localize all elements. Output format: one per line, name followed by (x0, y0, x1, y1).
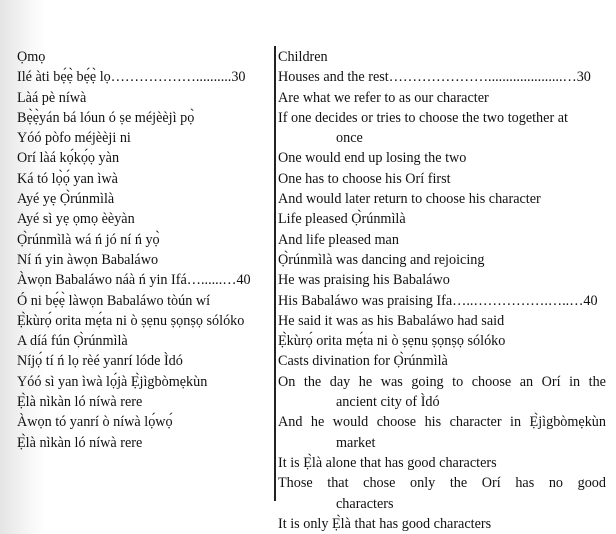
verse-line: Ilé àti bẹ́ẹ̀ bẹ́ẹ̀ lọ………………..........30 (17, 69, 246, 86)
translation-line: And would later return to choose his character (278, 191, 541, 208)
verse-line: Ní ń yin àwọn Babaláwo (17, 251, 159, 268)
translation-line: Casts divination for Ọ̀rúnmìlà (278, 353, 448, 370)
translation-line-continuation: characters (336, 495, 394, 512)
verse-line: Ẹ̀là nìkàn ló níwà rere (17, 394, 143, 411)
verse-line: Àwọn tó yanrí ò níwà lọ́wọ́ (17, 414, 173, 431)
translation-line: He was praising his Babaláwo (278, 272, 450, 289)
verse-line: Ọ̀rúnmìlà wá ń jó ní ń yọ̀ (17, 231, 160, 248)
english-translation-column (278, 47, 606, 534)
translation-line: On the day he was going to choose an Orí in the (278, 373, 606, 390)
translation-line: It is only Ẹ̀là that has good characters (278, 515, 492, 532)
verse-line: Làá pè níwà (17, 89, 87, 106)
translation-line: Are what we refer to as our character (278, 89, 489, 106)
verse-line: Ẹ̀là nìkàn ló níwà rere (17, 434, 143, 451)
translation-line: Ẹ̀kùrọ́ orita mẹ́ta ni ò ṣẹnu ṣọnṣọ sólóko (278, 333, 506, 350)
translation-line: His Babaláwo was praising Ifa…..…………….…..…40 (278, 292, 598, 309)
verse-line: Yóó sì yan ìwà lọ́jà Ẹ̀jìgbòmẹkùn (17, 373, 208, 390)
verse-line: Yóó pòfo méjèèji ni (17, 130, 131, 147)
translation-line: He said it was as his Babaláwo had said (278, 312, 505, 329)
verse-line: Ọmọ (17, 49, 46, 65)
translation-line: Ọ̀rúnmìlà was dancing and rejoicing (278, 251, 485, 268)
translation-line: Those that chose only the Orí has no good (278, 475, 606, 492)
verse-line: Ayé sì yẹ ọmọ èèyàn (17, 211, 135, 228)
verse-line: Níjọ́ tí ń lọ rèé yanrí lóde Ìdó (17, 353, 183, 370)
translation-line: One has to choose his Orí first (278, 170, 451, 187)
verse-line: Ẹ̀kùrọ́ orita mẹ́ta ni ò ṣẹnu ṣọnṣọ sólóko (17, 312, 245, 329)
translation-line: It is Ẹ̀là alone that has good characters (278, 454, 497, 471)
translation-line-continuation: once (336, 130, 363, 147)
translation-line: And he would choose his character in Ẹ̀jìgbòmẹkùn (278, 414, 606, 431)
translation-line-continuation: market (336, 434, 376, 451)
translation-line: Life pleased Ọ̀rúnmìlà (278, 211, 406, 228)
verse-line: Bẹ̀ẹ̀yán bá lóun ó ṣe méjèèjì pọ̀ (17, 109, 195, 126)
translation-line: And life pleased man (278, 231, 399, 248)
verse-line: A díá fún Ọ̀rúnmìlà (17, 333, 128, 350)
verse-line: Àwọn Babaláwo náà ń yin Ifá…......…40 (17, 272, 251, 289)
translation-line: If one decides or tries to choose the two together at (278, 109, 568, 126)
translation-line: Houses and the rest………………….....................…30 (278, 69, 591, 86)
verse-line: Ó ni bẹ́ẹ̀ làwọn Babaláwo tòún wí (17, 292, 211, 309)
yoruba-verse-column (17, 47, 269, 453)
verse-line: Ayé yẹ Ọ̀rúnmìlà (17, 191, 115, 208)
translation-line: One would end up losing the two (278, 150, 467, 167)
verse-line: Orí làá kọ́kọ́ọ yàn (17, 150, 120, 167)
translation-line-continuation: ancient city of Ìdó (336, 394, 440, 411)
column-divider (274, 46, 276, 501)
verse-line: Ká tó lọ̀ọ́ yan ìwà (17, 170, 118, 187)
translation-line: Children (278, 49, 328, 65)
